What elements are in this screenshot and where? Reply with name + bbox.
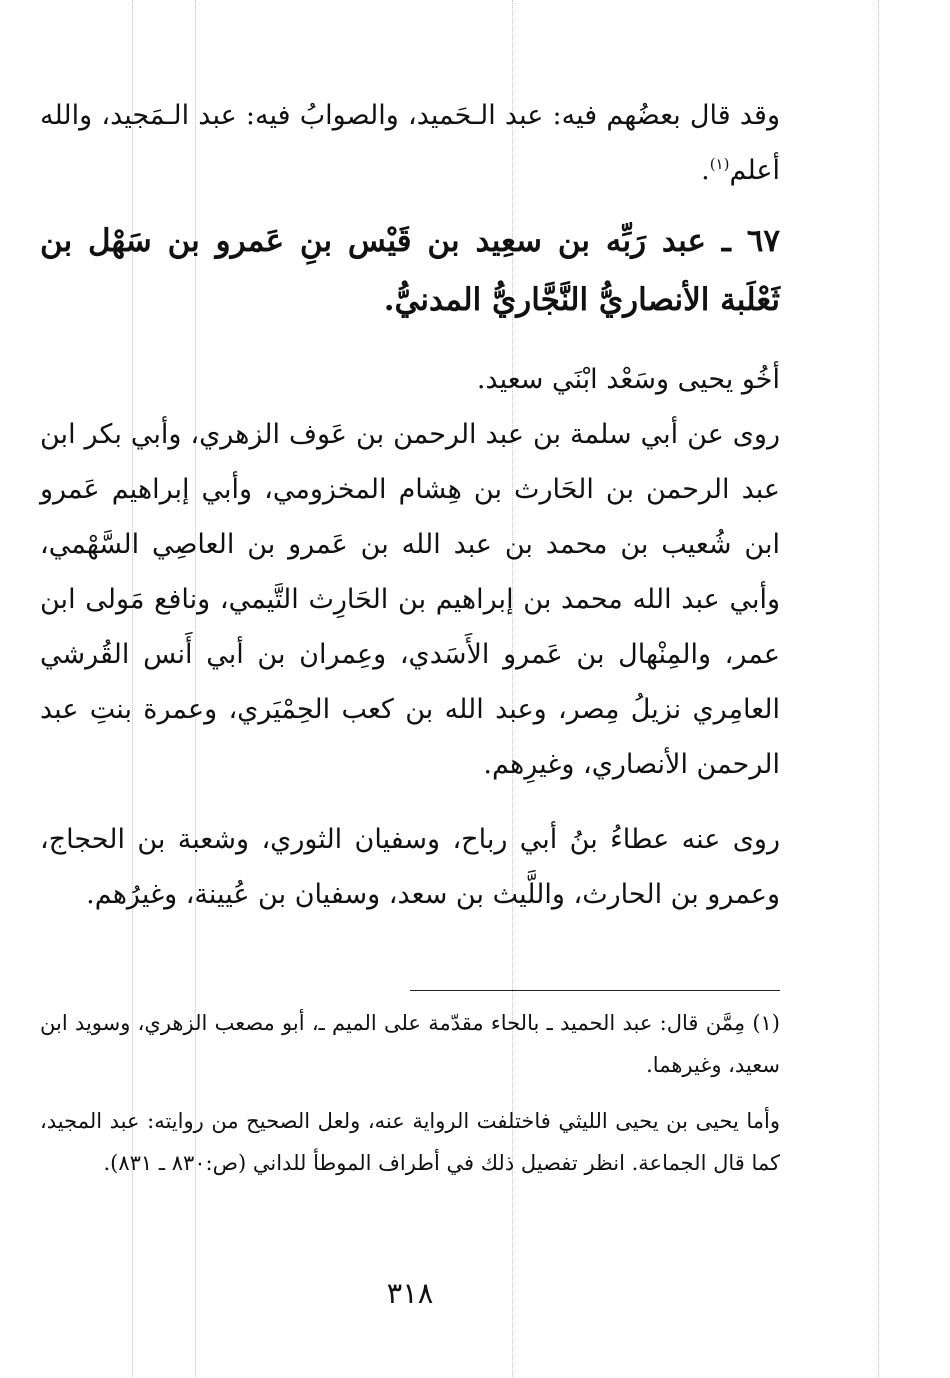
narrated-by-paragraph: روى عنه عطاءُ بنُ أبي رباح، وسفيان الثوري، وشعبة بن الحجاج، وعمرو بن الحارث، واللَّيث بن سعد، وسفيان بن عُيينة، وغيرُهم. [40, 824, 780, 910]
intro-paragraph [40, 88, 780, 198]
entry-heading: ٦٧ ـ عبد رَبِّه بن سعِيد بن قَيْس بنِ عَمرو بن سَهْل بن ثَعْلَبة الأنصاريُّ النَّجَّاريُّ المدنيُّ. [40, 223, 780, 318]
intro-text: وقد قال بعضُهم فيه: عبد الـحَميد، والصوابُ فيه: عبد الـمَجيد، والله أعلم [40, 100, 780, 186]
narrated-from-paragraph: روى عن أبي سلمة بن عبد الرحمن بن عَوف الزهري، وأبي بكر ابن عبد الرحمن بن الحَارث بن هِشام المخزومي، وأبي إبراهيم عَمرو ابن شُعيب بن محمد بن عبد الله بن عَمرو بن العاصِي السَّهْمي، وأبي عبد الله محمد بن إبراهيم بن الحَارِث التَّيمي، ونافع مَولى ابن عمر، والمِنْهال بن عَمرو الأَسَدي، وعِمران بن أبي أَنس القُرشي العامِري نزيلُ مِصر، وعبد الله بن كعب الحِمْيَري، وعمرة بنتِ عبد الرحمن الأنصاري، وغيرِهم. [40, 419, 780, 780]
brothers-paragraph: أخُو يحيى وسَعْد ابْنَي سعيد. [476, 364, 780, 395]
scan-guide-line [878, 0, 879, 1378]
footnote-1: (١) مِمَّن قال: عبد الحميد ـ بالحاء مقدّمة على الميم ـ، أبو مصعب الزهري، وسويد ابن سعيد، وغيرهما. [40, 1011, 780, 1077]
footnote-reference: (١) [709, 155, 730, 173]
footnote-1-continuation: وأما يحيى بن يحيى الليثي فاختلفت الرواية عنه، ولعل الصحيح من روايته: عبد المجيد، كما قال الجماعة. انظر تفصيل ذلك في أطراف الموطأ للداني (ص:٨٣٠ ـ ٨٣١). [40, 1109, 780, 1175]
book-page [40, 0, 780, 1378]
page-number: ٣١٨ [386, 1276, 434, 1310]
footnote-separator [410, 990, 780, 991]
intro-end: . [701, 155, 710, 186]
